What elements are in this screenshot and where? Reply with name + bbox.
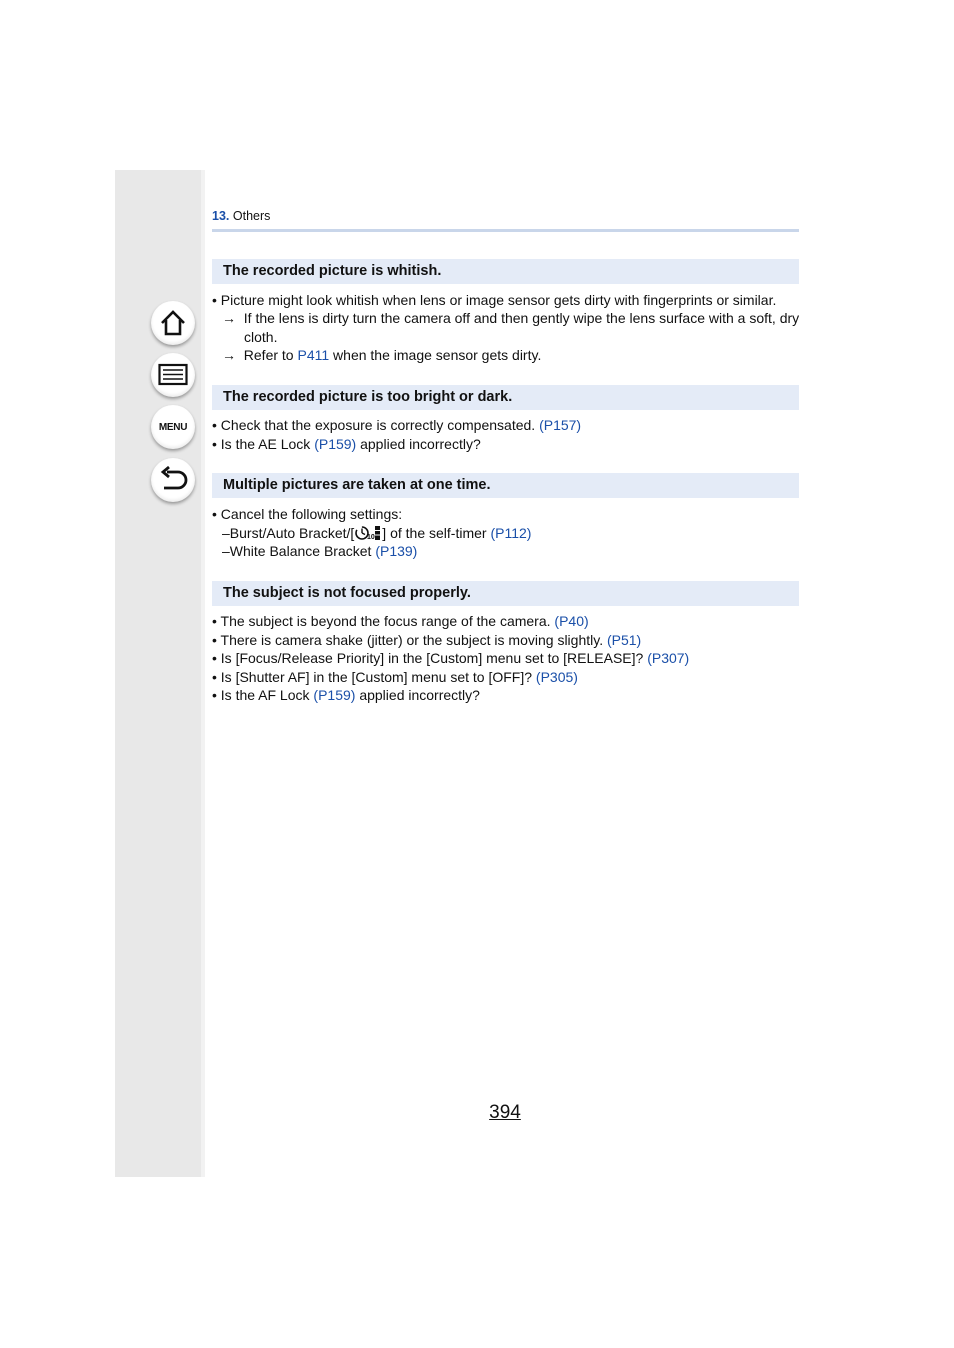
item-text: Is [Shutter AF] in the [Custom] menu set to [OFF]? xyxy=(220,669,536,685)
item-text: ] of the self-timer xyxy=(382,525,491,541)
list-icon xyxy=(158,363,188,387)
bullet: • xyxy=(212,632,217,648)
page-header xyxy=(212,209,799,232)
page-link-p411[interactable]: P411 xyxy=(297,347,330,363)
bullet: • xyxy=(212,687,217,703)
item-text: Is [Focus/Release Priority] in the [Custom] menu set to [RELEASE]? xyxy=(220,650,648,666)
list-item xyxy=(222,542,417,560)
dash: – xyxy=(222,525,230,541)
page-link-p51[interactable]: (P51) xyxy=(606,632,642,648)
item-text: The subject is beyond the focus range of the camera. xyxy=(220,613,555,629)
contents-button[interactable] xyxy=(151,353,195,397)
item-text: White Balance Bracket xyxy=(229,543,376,559)
sidebar-edge xyxy=(201,170,205,1177)
back-button[interactable] xyxy=(151,458,195,502)
dash: – xyxy=(222,543,230,559)
list-item xyxy=(222,309,799,327)
self-timer-icon xyxy=(354,525,382,541)
page-link-p159[interactable]: (P159) xyxy=(314,436,357,452)
page-link-p307[interactable]: (P307) xyxy=(647,650,690,666)
list-item xyxy=(222,346,541,364)
list-item xyxy=(212,686,480,704)
page-link-p139[interactable]: (P139) xyxy=(375,543,418,559)
item-text: Is the AE Lock xyxy=(220,436,315,452)
item-text: applied incorrectly? xyxy=(356,436,481,452)
return-icon xyxy=(158,466,188,494)
section-heading-bright-dark: The recorded picture is too bright or dark. xyxy=(212,385,799,410)
bullet: • xyxy=(212,650,217,666)
bullet: • xyxy=(212,292,217,308)
home-button[interactable] xyxy=(151,301,195,345)
item-text: Check that the exposure is correctly compensated. xyxy=(220,417,540,433)
list-item xyxy=(212,435,481,453)
page-link-p159[interactable]: (P159) xyxy=(313,687,356,703)
item-text: when the image sensor gets dirty. xyxy=(329,347,542,363)
home-icon xyxy=(158,308,188,338)
section-heading-multiple: Multiple pictures are taken at one time. xyxy=(212,473,799,498)
page-link-p157[interactable]: (P157) xyxy=(539,417,582,433)
bullet: • xyxy=(212,669,217,685)
menu-button[interactable] xyxy=(151,405,195,449)
list-item xyxy=(212,416,581,434)
page-link-p112[interactable]: (P112) xyxy=(490,525,532,541)
section-heading-focus: The subject is not focused properly. xyxy=(212,581,799,606)
arrow: → xyxy=(222,347,236,363)
bullet: • xyxy=(212,613,217,629)
list-item xyxy=(212,631,641,649)
bullet: • xyxy=(212,506,217,522)
list-item-continuation xyxy=(244,328,277,346)
chapter-number: 13. xyxy=(212,209,230,223)
item-text: Burst/Auto Bracket/[ xyxy=(229,525,355,541)
arrow: → xyxy=(222,310,236,326)
page-link-p40[interactable]: (P40) xyxy=(554,613,589,629)
list-item xyxy=(212,612,589,630)
item-text: Refer to xyxy=(243,347,298,363)
item-text: applied incorrectly? xyxy=(355,687,480,703)
page-link-p305[interactable]: (P305) xyxy=(535,669,578,685)
bullet: • xyxy=(212,436,217,452)
item-text: There is camera shake (jitter) or the subject is moving slightly. xyxy=(220,632,607,648)
item-text: Is the AF Lock xyxy=(220,687,314,703)
list-item xyxy=(212,505,402,523)
item-text: Picture might look whitish when lens or image sensor gets dirty with fingerprints or similar. xyxy=(220,292,777,308)
item-text: cloth. xyxy=(244,329,278,345)
menu-label: MENU xyxy=(158,421,188,433)
svg-text:10: 10 xyxy=(367,534,376,541)
page-number: 394 xyxy=(489,1102,521,1123)
item-text: If the lens is dirty turn the camera off and then gently wipe the lens surface with a soft, dry xyxy=(243,310,800,326)
list-item xyxy=(212,668,578,686)
list-item xyxy=(222,524,531,542)
chapter-title: Others xyxy=(232,209,271,223)
item-text: Cancel the following settings: xyxy=(220,506,403,522)
bullet: • xyxy=(212,417,217,433)
list-item xyxy=(212,649,689,667)
section-heading-whitish: The recorded picture is whitish. xyxy=(212,259,799,284)
list-item xyxy=(212,291,776,309)
